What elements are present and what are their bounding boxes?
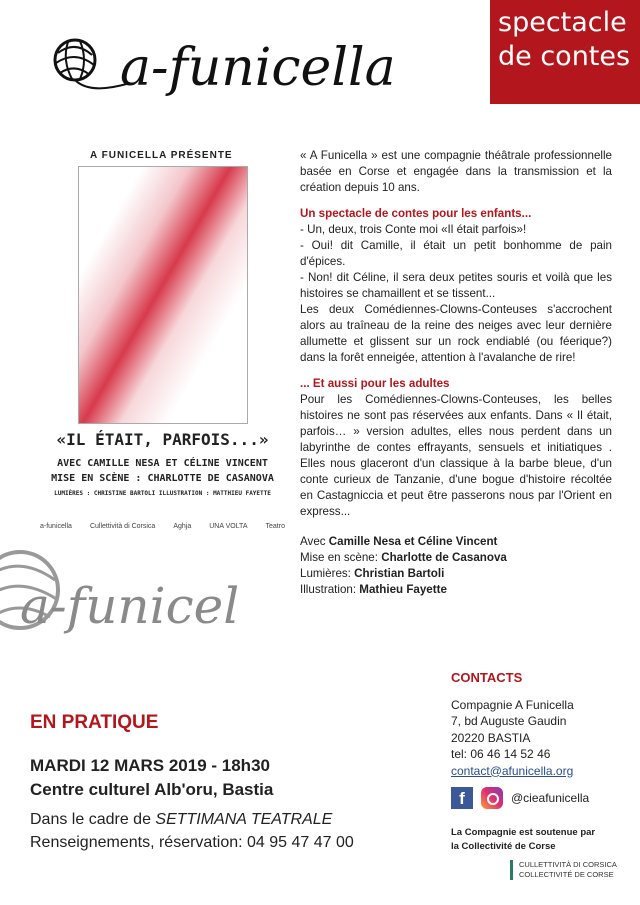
- partner-logo: a-funicella: [40, 523, 72, 530]
- partner-logos: [40, 522, 285, 531]
- banner-line1: spectacle: [498, 7, 627, 38]
- contacts-block: [451, 670, 589, 809]
- credit-director: Mise en scène: Charlotte de Casanova: [300, 551, 507, 564]
- contacts-heading: CONTACTS: [451, 670, 523, 685]
- banner-line2: de contes: [498, 41, 631, 72]
- partner-logo: Aghja: [173, 523, 192, 530]
- poster-title: «IL ÉTAIT, PARFOIS...»: [56, 430, 269, 449]
- social-handle: @cieafunicella: [511, 790, 590, 805]
- contact-phone: tel: 06 46 14 52 46: [451, 747, 551, 761]
- contact-email-link[interactable]: contact@afunicella.org: [451, 763, 574, 778]
- social-links: [451, 787, 589, 809]
- intro-paragraph: « A Funicella » est une compagnie théâtrale professionnelle basée en Corse et engagée dans la transmission et la création depuis 10 ans.: [300, 149, 612, 194]
- event-context: Dans le cadre de SETTIMANA TEATRALE: [30, 811, 333, 828]
- poster-illustration: [78, 166, 248, 424]
- description-column: [300, 148, 612, 598]
- kids-paragraph: Les deux Comédiennes-Clowns-Conteuses s'accrochent alors au traîneau de la reine des neiges avec leur dernière allumette et glissent sur un rock endiablé (ou féerique?) dans la forêt enneigée, attention à l'avalanche de rire!: [300, 303, 612, 364]
- event-date: MARDI 12 MARS 2019 - 18h30: [30, 756, 270, 775]
- instagram-icon[interactable]: [481, 787, 503, 809]
- credits: [300, 534, 612, 598]
- contact-company: Compagnie A Funicella: [451, 697, 574, 712]
- support-text: La Compagnie est soutenue par la Collectivité de Corse: [451, 827, 596, 852]
- kids-line: - Non! dit Céline, il sera deux petites souris et voilà que les histoires se chamaillent et se tissent...: [300, 271, 612, 300]
- event-venue: Centre culturel Alb'oru, Bastia: [30, 780, 274, 799]
- adults-paragraph: Pour les Comédiennes-Clowns-Conteuses, les belles histoires ne sont pas réservées aux enfants. Dans « Il était, parfois… » version adultes, elles nous perdent dans un labyrinthe de contes effrayants, sensuels et initiatiques . Elles nous glaceront d'un classique à la barbe bleue, d'un conte curieux de Tanzanie, d'une bogue d'histoire récoltée en Castagniccia et peut être passerons nous par l'Orient en express...: [300, 393, 612, 518]
- event-details: [30, 754, 273, 802]
- company-logo-wordmark: a-funicella: [120, 38, 396, 98]
- decorative-script-wordmark: a-funicel: [20, 577, 240, 635]
- event-info: [30, 808, 354, 854]
- credit-illustration: Illustration: Mathieu Fayette: [300, 583, 447, 596]
- contact-address: 7, bd Auguste Gaudin: [451, 714, 567, 728]
- poster-director: MISE EN SCÈNE : CHARLOTTE DE CASANOVA: [51, 473, 274, 484]
- poster-cast: AVEC CAMILLE NESA ET CÉLINE VINCENT: [57, 458, 268, 469]
- kids-line: - Oui! dit Camille, il était un petit bonhomme de pain d'épices.: [300, 239, 612, 268]
- kids-heading: Un spectacle de contes pour les enfants...: [300, 207, 532, 220]
- kids-line: - Un, deux, trois Conte moi «Il était parfois»!: [300, 223, 527, 236]
- partner-logo: Cullettività di Corsica: [89, 523, 156, 530]
- facebook-icon[interactable]: f: [451, 787, 473, 809]
- collectivite-de-corse-logo: CULLETTIVITÀ DI CORSICA COLLECTIVITÉ DE CORSE: [510, 860, 617, 880]
- banner-spectacle-de-contes: [490, 0, 640, 104]
- pratique-heading: EN PRATIQUE: [30, 712, 159, 733]
- credit-lights: Lumières: Christian Bartoli: [300, 567, 445, 580]
- poster-presents: A FUNICELLA PRÉSENTE: [90, 150, 233, 161]
- adults-heading: ... Et aussi pour les adultes: [300, 377, 450, 390]
- booking-info: Renseignements, réservation: 04 95 47 47 00: [30, 834, 354, 851]
- yarn-ball-logo-icon: [50, 35, 130, 95]
- credit-cast: Avec Camille Nesa et Céline Vincent: [300, 535, 498, 548]
- contact-city: 20220 BASTIA: [451, 730, 531, 745]
- partner-logo: Teatro: [265, 523, 285, 530]
- poster-lights-illustration: LUMIÈRES : CHRISTINE BARTOLI ILLUSTRATION : MATTHIEU FAYETTE: [54, 490, 271, 497]
- partner-logo: UNA VOLTA: [209, 523, 248, 530]
- show-poster: [40, 140, 285, 520]
